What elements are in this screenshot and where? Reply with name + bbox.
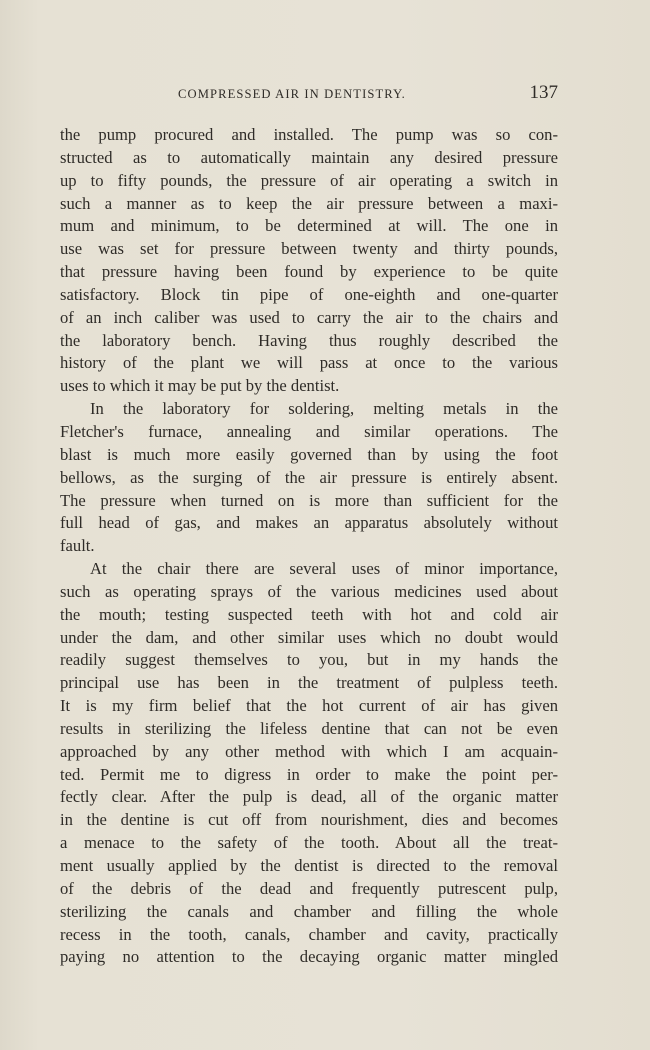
text-line: of an inch caliber was used to carry the air to the chairs and <box>60 307 558 327</box>
text-line: satisfactory. Block tin pipe of one-eighth and one-quarter <box>60 284 558 304</box>
text-line: The pressure when turned on is more than sufficient for the <box>60 490 558 510</box>
text-line: readily suggest themselves to you, but in my hands the <box>60 650 558 670</box>
text-line: At the chair there are several uses of minor importance, <box>90 559 558 579</box>
text-line: mum and minimum, to be determined at will. The one in <box>60 216 558 236</box>
text-line: use was set for pressure between twenty and thirty pounds, <box>60 239 558 259</box>
text-line: in the dentine is cut off from nourishment, dies and becomes <box>60 810 558 830</box>
text-line: In the laboratory for soldering, melting metals in the <box>90 399 558 419</box>
text-line: fectly clear. After the pulp is dead, all of the organic matter <box>60 787 558 807</box>
text-line: sterilizing the canals and chamber and filling the whole <box>60 901 558 921</box>
text-line: such a manner as to keep the air pressure between a maxi- <box>60 193 558 213</box>
text-line: approached by any other method with which I am acquain- <box>60 741 558 761</box>
running-head-title: COMPRESSED AIR IN DENTISTRY. <box>178 87 406 101</box>
text-line: that pressure having been found by experience to be quite <box>60 262 558 282</box>
page-number: 137 <box>529 82 558 103</box>
text-line: under the dam, and other similar uses which no doubt would <box>60 627 558 647</box>
running-head <box>60 82 558 106</box>
text-line: such as operating sprays of the various medicines used about <box>60 581 558 601</box>
text-line: the laboratory bench. Having thus roughly described the <box>60 330 558 350</box>
text-line: full head of gas, and makes an apparatus absolutely without <box>60 513 558 533</box>
text-line: It is my firm belief that the hot current of air has given <box>60 696 558 716</box>
text-line: bellows, as the surging of the air pressure is entirely absent. <box>60 467 558 487</box>
body-text <box>60 124 558 969</box>
text-line: the mouth; testing suspected teeth with hot and cold air <box>60 604 558 624</box>
text-line: ted. Permit me to digress in order to make the point per- <box>60 764 558 784</box>
text-line: results in sterilizing the lifeless dentine that can not be even <box>60 718 558 738</box>
text-line: blast is much more easily governed than by using the foot <box>60 444 558 464</box>
text-line: history of the plant we will pass at once to the various <box>60 353 558 373</box>
text-line: recess in the tooth, canals, chamber and cavity, practically <box>60 924 558 944</box>
text-line: up to fifty pounds, the pressure of air operating a switch in <box>60 170 558 190</box>
text-line: principal use has been in the treatment of pulpless teeth. <box>60 673 558 693</box>
text-line: ment usually applied by the dentist is directed to the removal <box>60 856 558 875</box>
text-line: the pump procured and installed. The pump was so con- <box>60 125 558 144</box>
text-line: structed as to automatically maintain any desired pressure <box>60 147 558 167</box>
text-line: Fletcher's furnace, annealing and similar operations. The <box>60 421 558 441</box>
text-line: a menace to the safety of the tooth. About all the treat- <box>60 833 558 853</box>
text-line: uses to which it may be put by the dentist. <box>60 376 340 396</box>
text-line: paying no attention to the decaying organic matter mingled <box>60 947 558 967</box>
text-line: of the debris of the dead and frequently putrescent pulp, <box>60 878 558 898</box>
text-line: fault. <box>60 536 95 556</box>
